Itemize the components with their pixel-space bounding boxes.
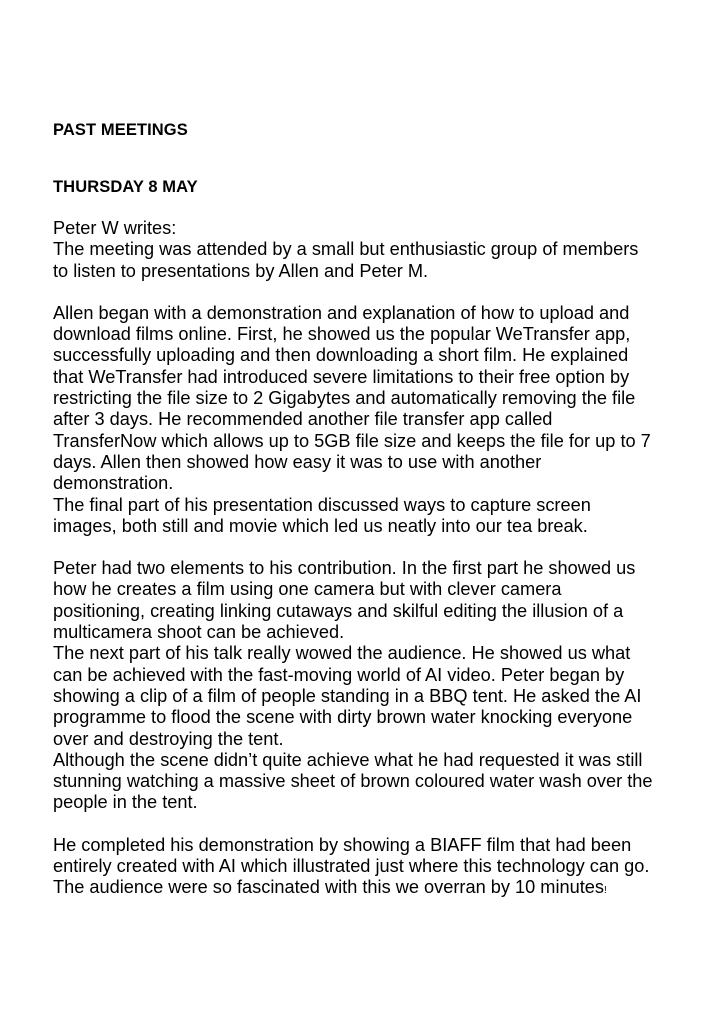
document-page [53, 119, 713, 902]
text-line: Peter W writes: [53, 218, 177, 238]
meeting-date: THURSDAY 8 MAY [53, 178, 198, 196]
text-line: stunning watching a massive sheet of brown coloured water wash over the [53, 771, 653, 792]
section-title: PAST MEETINGS [53, 121, 188, 139]
text-line: download films online. First, he showed us the popular WeTransfer app, [53, 324, 631, 345]
text-line: images, both still and movie which led us neatly into our tea break. [53, 515, 588, 536]
text-line: programme to flood the scene with dirty brown water knocking everyone [53, 707, 633, 728]
paragraph-peter [53, 558, 713, 814]
text-line: how he creates a film using one camera but with clever camera [53, 579, 562, 600]
text-line: He completed his demonstration by showing a BIAFF film that had been [53, 834, 632, 855]
text-line: showing a clip of a film of people standing in a BBQ tent. He asked the AI [53, 685, 642, 706]
text-line: Allen began with a demonstration and explanation of how to upload and [53, 302, 630, 323]
text-line: over and destroying the tent. [53, 728, 284, 749]
paragraph-allen [53, 303, 713, 537]
text-line: entirely created with AI which illustrated just where this technology can go. [53, 856, 650, 877]
text-line: Although the scene didn’t quite achieve what he had requested it was still [53, 749, 643, 770]
text-line: that WeTransfer had introduced severe limitations to their free option by [53, 366, 630, 387]
text-line: after 3 days. He recommended another file transfer app called [53, 409, 553, 430]
text-line: successfully uploading and then downloading a short film. He explained [53, 345, 629, 366]
paragraph-intro [53, 218, 713, 282]
paragraph-closing [53, 835, 713, 902]
text-line: multicamera shoot can be achieved. [53, 622, 345, 643]
text-line: can be achieved with the fast-moving world of AI video. Peter began by [53, 664, 625, 685]
text-line: TransferNow which allows up to 5GB file size and keeps the file for up to 7 [53, 430, 651, 451]
text-line: Peter had two elements to his contribution. In the first part he showed us [53, 558, 636, 579]
text-line-content: The audience were so fascinated with this we overran by 10 minutes [53, 877, 604, 898]
text-line: people in the tent. [53, 792, 198, 813]
text-line: demonstration. [53, 473, 174, 494]
text-line: restricting the file size to 2 Gigabytes and automatically removing the file [53, 388, 636, 409]
text-line: positioning, creating linking cutaways and skilful editing the illusion of a [53, 600, 624, 621]
text-line-last [53, 877, 713, 901]
text-line: days. Allen then showed how easy it was to use with another [53, 451, 542, 472]
trailing-exclamation: ! [603, 885, 607, 897]
text-line: The next part of his talk really wowed the audience. He showed us what [53, 643, 631, 664]
text-line: The meeting was attended by a small but enthusiastic group of members [53, 239, 639, 260]
text-line: The final part of his presentation discussed ways to capture screen [53, 494, 591, 515]
text-line: to listen to presentations by Allen and Peter M. [53, 260, 429, 281]
